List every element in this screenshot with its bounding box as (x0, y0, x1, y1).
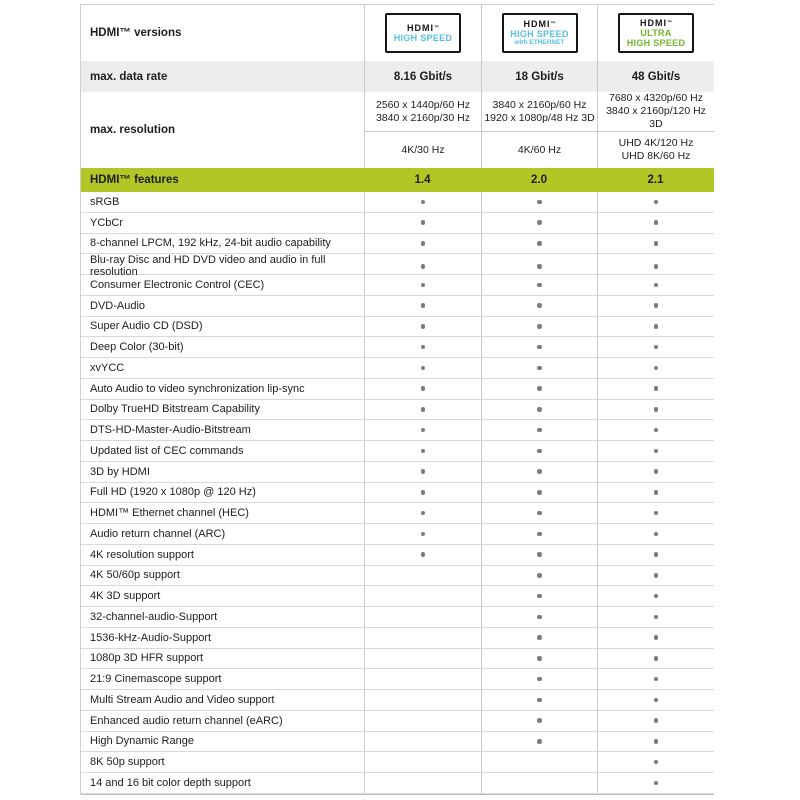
feature-support-cell (364, 234, 481, 254)
feature-row (81, 545, 714, 566)
feature-support-cell (364, 400, 481, 420)
support-dot (537, 490, 542, 495)
feature-support-cell (481, 296, 597, 316)
support-dot (537, 407, 542, 412)
feature-row (81, 441, 714, 462)
badge-cell-high-speed (364, 5, 481, 61)
support-dot (654, 739, 659, 744)
feature-row (81, 400, 714, 421)
support-dot (654, 449, 659, 454)
support-dot (537, 283, 542, 288)
feature-support-cell (364, 628, 481, 648)
feature-support-cell (364, 296, 481, 316)
feature-support-cell (597, 296, 714, 316)
feature-label: Consumer Electronic Control (CEC) (90, 278, 265, 291)
support-dot (654, 718, 659, 723)
support-dot (654, 552, 659, 557)
support-dot (537, 635, 542, 640)
data-rate-value: 18 Gbit/s (481, 61, 597, 92)
feature-support-cell (597, 711, 714, 731)
resolution-secondary (364, 131, 481, 168)
feature-label: 3D by HDMI (90, 465, 150, 478)
support-dot (421, 200, 426, 205)
resolution-secondary (481, 131, 597, 168)
feature-support-cell (597, 732, 714, 752)
feature-label: 1080p 3D HFR support (90, 652, 204, 665)
feature-row (81, 254, 714, 279)
feature-support-cell (364, 669, 481, 689)
feature-support-cell (481, 690, 597, 710)
support-dot (654, 781, 659, 786)
support-dot (654, 615, 659, 620)
feature-support-cell (481, 503, 597, 523)
feature-support-cell (481, 234, 597, 254)
support-dot (537, 449, 542, 454)
feature-support-cell (364, 690, 481, 710)
support-dot (654, 264, 659, 269)
features-header-version: 2.0 (531, 174, 547, 186)
feature-row (81, 711, 714, 732)
feature-row (81, 275, 714, 296)
badge-speed-line: ULTRA (640, 28, 672, 38)
hdmi-logo-badge (385, 13, 461, 53)
support-dot (654, 366, 659, 371)
support-dot (537, 345, 542, 350)
features-header-version: 2.1 (647, 174, 664, 186)
feature-row (81, 773, 714, 794)
feature-support-cell (597, 358, 714, 378)
support-dot (537, 469, 542, 474)
feature-label: Multi Stream Audio and Video support (90, 693, 275, 706)
resolution-primary (597, 92, 714, 131)
badge-speed-label (627, 28, 686, 48)
feature-label: 21:9 Cinemascope support (90, 673, 222, 686)
support-dot (654, 386, 659, 391)
badge-speed-line: HIGH SPEED (393, 33, 453, 43)
feature-label: 8K 50p support (90, 756, 165, 769)
support-dot (421, 345, 426, 350)
feature-support-cell (597, 462, 714, 482)
feature-label: Audio return channel (ARC) (90, 527, 226, 540)
comparison-table (80, 4, 714, 795)
feature-support-cell (597, 649, 714, 669)
support-dot (537, 324, 542, 329)
feature-row (81, 483, 714, 504)
support-dot (654, 428, 659, 433)
feature-support-cell (364, 483, 481, 503)
feature-label: xvYCC (90, 361, 125, 374)
feature-support-cell (364, 337, 481, 357)
feature-label: High Dynamic Range (90, 735, 194, 748)
feature-label: 4K 3D support (90, 590, 161, 603)
feature-row (81, 234, 714, 255)
resolution-label: max. resolution (90, 124, 175, 136)
feature-support-cell (481, 628, 597, 648)
feature-support-cell (597, 545, 714, 565)
feature-support-cell (481, 420, 597, 440)
support-dot (421, 324, 426, 329)
resolution-line: UHD 4K/120 Hz (618, 137, 694, 149)
feature-label: Enhanced audio return channel (eARC) (90, 714, 283, 727)
feature-support-cell (364, 192, 481, 212)
support-dot (421, 283, 426, 288)
feature-support-cell (597, 503, 714, 523)
feature-support-cell (364, 732, 481, 752)
versions-row-label: HDMI™ versions (90, 27, 182, 39)
feature-label: 8-channel LPCM, 192 kHz, 24-bit audio capability (90, 237, 331, 250)
feature-label: 32-channel-audio-Support (90, 610, 218, 623)
resolution-line: UHD 8K/60 Hz (621, 150, 691, 162)
feature-row (81, 607, 714, 628)
support-dot (537, 656, 542, 661)
resolution-line: 4K/60 Hz (517, 143, 562, 156)
hdmi-logo-text: HDMI™ (407, 23, 439, 33)
feature-label: Dolby TrueHD Bitstream Capability (90, 403, 260, 416)
feature-row (81, 690, 714, 711)
badge-cell-high-speed-ethernet (481, 5, 597, 61)
badge-speed-label (510, 29, 569, 47)
feature-support-cell (597, 337, 714, 357)
feature-row (81, 337, 714, 358)
feature-row (81, 296, 714, 317)
support-dot (537, 511, 542, 516)
support-dot (654, 698, 659, 703)
feature-support-cell (597, 669, 714, 689)
support-dot (654, 220, 659, 225)
support-dot (421, 220, 426, 225)
feature-support-cell (364, 586, 481, 606)
feature-support-cell (364, 524, 481, 544)
data-rate-value: 48 Gbit/s (597, 61, 714, 92)
feature-support-cell (481, 752, 597, 772)
feature-support-cell (481, 275, 597, 295)
feature-row (81, 503, 714, 524)
feature-rows (81, 192, 714, 795)
support-dot (654, 760, 659, 765)
features-header-row (81, 168, 714, 192)
feature-support-cell (481, 586, 597, 606)
feature-row (81, 462, 714, 483)
feature-label: DTS-HD-Master-Audio-Bitstream (90, 424, 251, 437)
feature-row (81, 649, 714, 670)
feature-support-cell (364, 441, 481, 461)
feature-support-cell (481, 213, 597, 233)
resolution-line: 3840 x 2160p/30 Hz (376, 111, 470, 124)
feature-row (81, 669, 714, 690)
feature-label: 14 and 16 bit color depth support (90, 776, 251, 789)
data-rate-row (81, 61, 714, 92)
support-dot (654, 594, 659, 599)
feature-row (81, 732, 714, 753)
resolution-secondary (597, 131, 714, 168)
support-dot (537, 677, 542, 682)
feature-support-cell (481, 400, 597, 420)
support-dot (654, 573, 659, 578)
feature-support-cell (364, 317, 481, 337)
feature-support-cell (481, 773, 597, 793)
feature-row (81, 628, 714, 649)
support-dot (654, 511, 659, 516)
feature-support-cell (597, 192, 714, 212)
support-dot (421, 532, 426, 537)
hdmi-logo-text: HDMI™ (523, 19, 556, 29)
feature-support-cell (364, 773, 481, 793)
support-dot (654, 303, 659, 308)
feature-row (81, 317, 714, 338)
feature-support-cell (481, 441, 597, 461)
feature-label: HDMI™ Ethernet channel (HEC) (90, 507, 249, 520)
support-dot (421, 511, 426, 516)
feature-support-cell (481, 669, 597, 689)
hdmi-logo-text: HDMI™ (640, 18, 672, 28)
feature-label: 1536-kHz-Audio-Support (90, 631, 212, 644)
support-dot (654, 656, 659, 661)
support-dot (421, 449, 426, 454)
feature-label: Deep Color (30-bit) (90, 341, 184, 354)
support-dot (421, 366, 426, 371)
feature-support-cell (481, 524, 597, 544)
resolution-line: 1920 x 1080p/48 Hz 3D (484, 111, 595, 124)
feature-support-cell (481, 192, 597, 212)
support-dot (654, 283, 659, 288)
feature-support-cell (481, 483, 597, 503)
resolution-line: 7680 x 4320p/60 Hz (609, 92, 703, 104)
data-rate-label: max. data rate (90, 70, 168, 83)
feature-label: Blu-ray Disc and HD DVD video and audio in full resolution (90, 254, 326, 279)
feature-row (81, 192, 714, 213)
support-dot (537, 718, 542, 723)
feature-support-cell (364, 420, 481, 440)
support-dot (421, 386, 426, 391)
feature-label: Full HD (1920 x 1080p @ 120 Hz) (90, 486, 256, 499)
support-dot (421, 303, 426, 308)
support-dot (654, 200, 659, 205)
feature-support-cell (597, 213, 714, 233)
feature-label: Updated list of CEC commands (90, 444, 244, 457)
hdmi-logo-badge (502, 13, 578, 53)
feature-support-cell (597, 234, 714, 254)
feature-support-cell (597, 317, 714, 337)
support-dot (421, 241, 426, 246)
feature-support-cell (364, 503, 481, 523)
feature-support-cell (481, 337, 597, 357)
resolution-line: 3840 x 2160p/60 Hz (492, 98, 587, 111)
feature-row (81, 566, 714, 587)
resolution-line: 2560 x 1440p/60 Hz (376, 98, 470, 111)
feature-support-cell (597, 400, 714, 420)
support-dot (537, 386, 542, 391)
feature-support-cell (597, 752, 714, 772)
feature-label: 4K resolution support (90, 548, 194, 561)
feature-support-cell (481, 566, 597, 586)
support-dot (421, 264, 426, 269)
support-dot (654, 241, 659, 246)
badge-speed-line: HIGH SPEED (510, 29, 569, 39)
support-dot (654, 677, 659, 682)
feature-support-cell (597, 483, 714, 503)
resolution-line: 3840 x 2160p/120 Hz 3D (606, 105, 706, 130)
support-dot (421, 469, 426, 474)
badge-speed-line: HIGH SPEED (626, 38, 686, 48)
feature-support-cell (597, 379, 714, 399)
resolution-primary (481, 92, 597, 131)
feature-support-cell (597, 566, 714, 586)
feature-support-cell (364, 213, 481, 233)
feature-support-cell (364, 358, 481, 378)
support-dot (654, 324, 659, 329)
support-dot (421, 407, 426, 412)
badge-cell-ultra-high-speed (597, 5, 714, 61)
feature-support-cell (597, 586, 714, 606)
support-dot (421, 552, 426, 557)
support-dot (537, 241, 542, 246)
resolution-primary (364, 92, 481, 131)
feature-label: YCbCr (90, 216, 124, 229)
feature-label: Auto Audio to video synchronization lip-sync (90, 382, 305, 395)
feature-support-cell (481, 545, 597, 565)
hdmi-logo-badge (618, 13, 694, 53)
support-dot (537, 552, 542, 557)
feature-support-cell (481, 317, 597, 337)
support-dot (537, 220, 542, 225)
feature-support-cell (481, 607, 597, 627)
support-dot (537, 428, 542, 433)
support-dot (537, 200, 542, 205)
support-dot (537, 366, 542, 371)
support-dot (654, 635, 659, 640)
feature-support-cell (364, 545, 481, 565)
feature-support-cell (597, 690, 714, 710)
badge-speed-label (394, 33, 453, 43)
support-dot (654, 469, 659, 474)
feature-row (81, 586, 714, 607)
feature-support-cell (364, 566, 481, 586)
support-dot (537, 264, 542, 269)
support-dot (421, 428, 426, 433)
feature-support-cell (481, 711, 597, 731)
support-dot (654, 532, 659, 537)
feature-support-cell (364, 462, 481, 482)
feature-support-cell (597, 275, 714, 295)
feature-row (81, 420, 714, 441)
features-header-version: 1.4 (414, 174, 431, 186)
feature-row (81, 379, 714, 400)
support-dot (654, 490, 659, 495)
feature-support-cell (481, 358, 597, 378)
feature-row (81, 752, 714, 773)
support-dot (537, 594, 542, 599)
feature-label: 4K 50/60p support (90, 569, 180, 582)
versions-row (81, 5, 714, 61)
features-header-label: HDMI™ features (90, 174, 179, 186)
support-dot (421, 490, 426, 495)
support-dot (654, 407, 659, 412)
feature-support-cell (597, 607, 714, 627)
feature-support-cell (481, 379, 597, 399)
feature-label: sRGB (90, 195, 120, 208)
feature-support-cell (364, 752, 481, 772)
feature-support-cell (597, 773, 714, 793)
support-dot (537, 739, 542, 744)
support-dot (654, 345, 659, 350)
feature-support-cell (364, 649, 481, 669)
feature-support-cell (364, 275, 481, 295)
resolution-block (81, 92, 714, 168)
feature-row (81, 213, 714, 234)
feature-support-cell (364, 607, 481, 627)
feature-support-cell (597, 524, 714, 544)
feature-label: Super Audio CD (DSD) (90, 320, 203, 333)
support-dot (537, 698, 542, 703)
feature-support-cell (597, 628, 714, 648)
feature-support-cell (597, 441, 714, 461)
feature-support-cell (481, 462, 597, 482)
support-dot (537, 615, 542, 620)
support-dot (537, 303, 542, 308)
feature-row (81, 358, 714, 379)
feature-label: DVD-Audio (90, 299, 146, 312)
feature-row (81, 524, 714, 545)
feature-support-cell (364, 379, 481, 399)
feature-support-cell (481, 649, 597, 669)
support-dot (537, 532, 542, 537)
resolution-line: 4K/30 Hz (401, 143, 445, 156)
feature-support-cell (364, 711, 481, 731)
support-dot (537, 573, 542, 578)
badge-speed-line: with ETHERNET (514, 39, 565, 46)
feature-support-cell (481, 732, 597, 752)
data-rate-value: 8.16 Gbit/s (364, 61, 481, 92)
feature-support-cell (597, 420, 714, 440)
